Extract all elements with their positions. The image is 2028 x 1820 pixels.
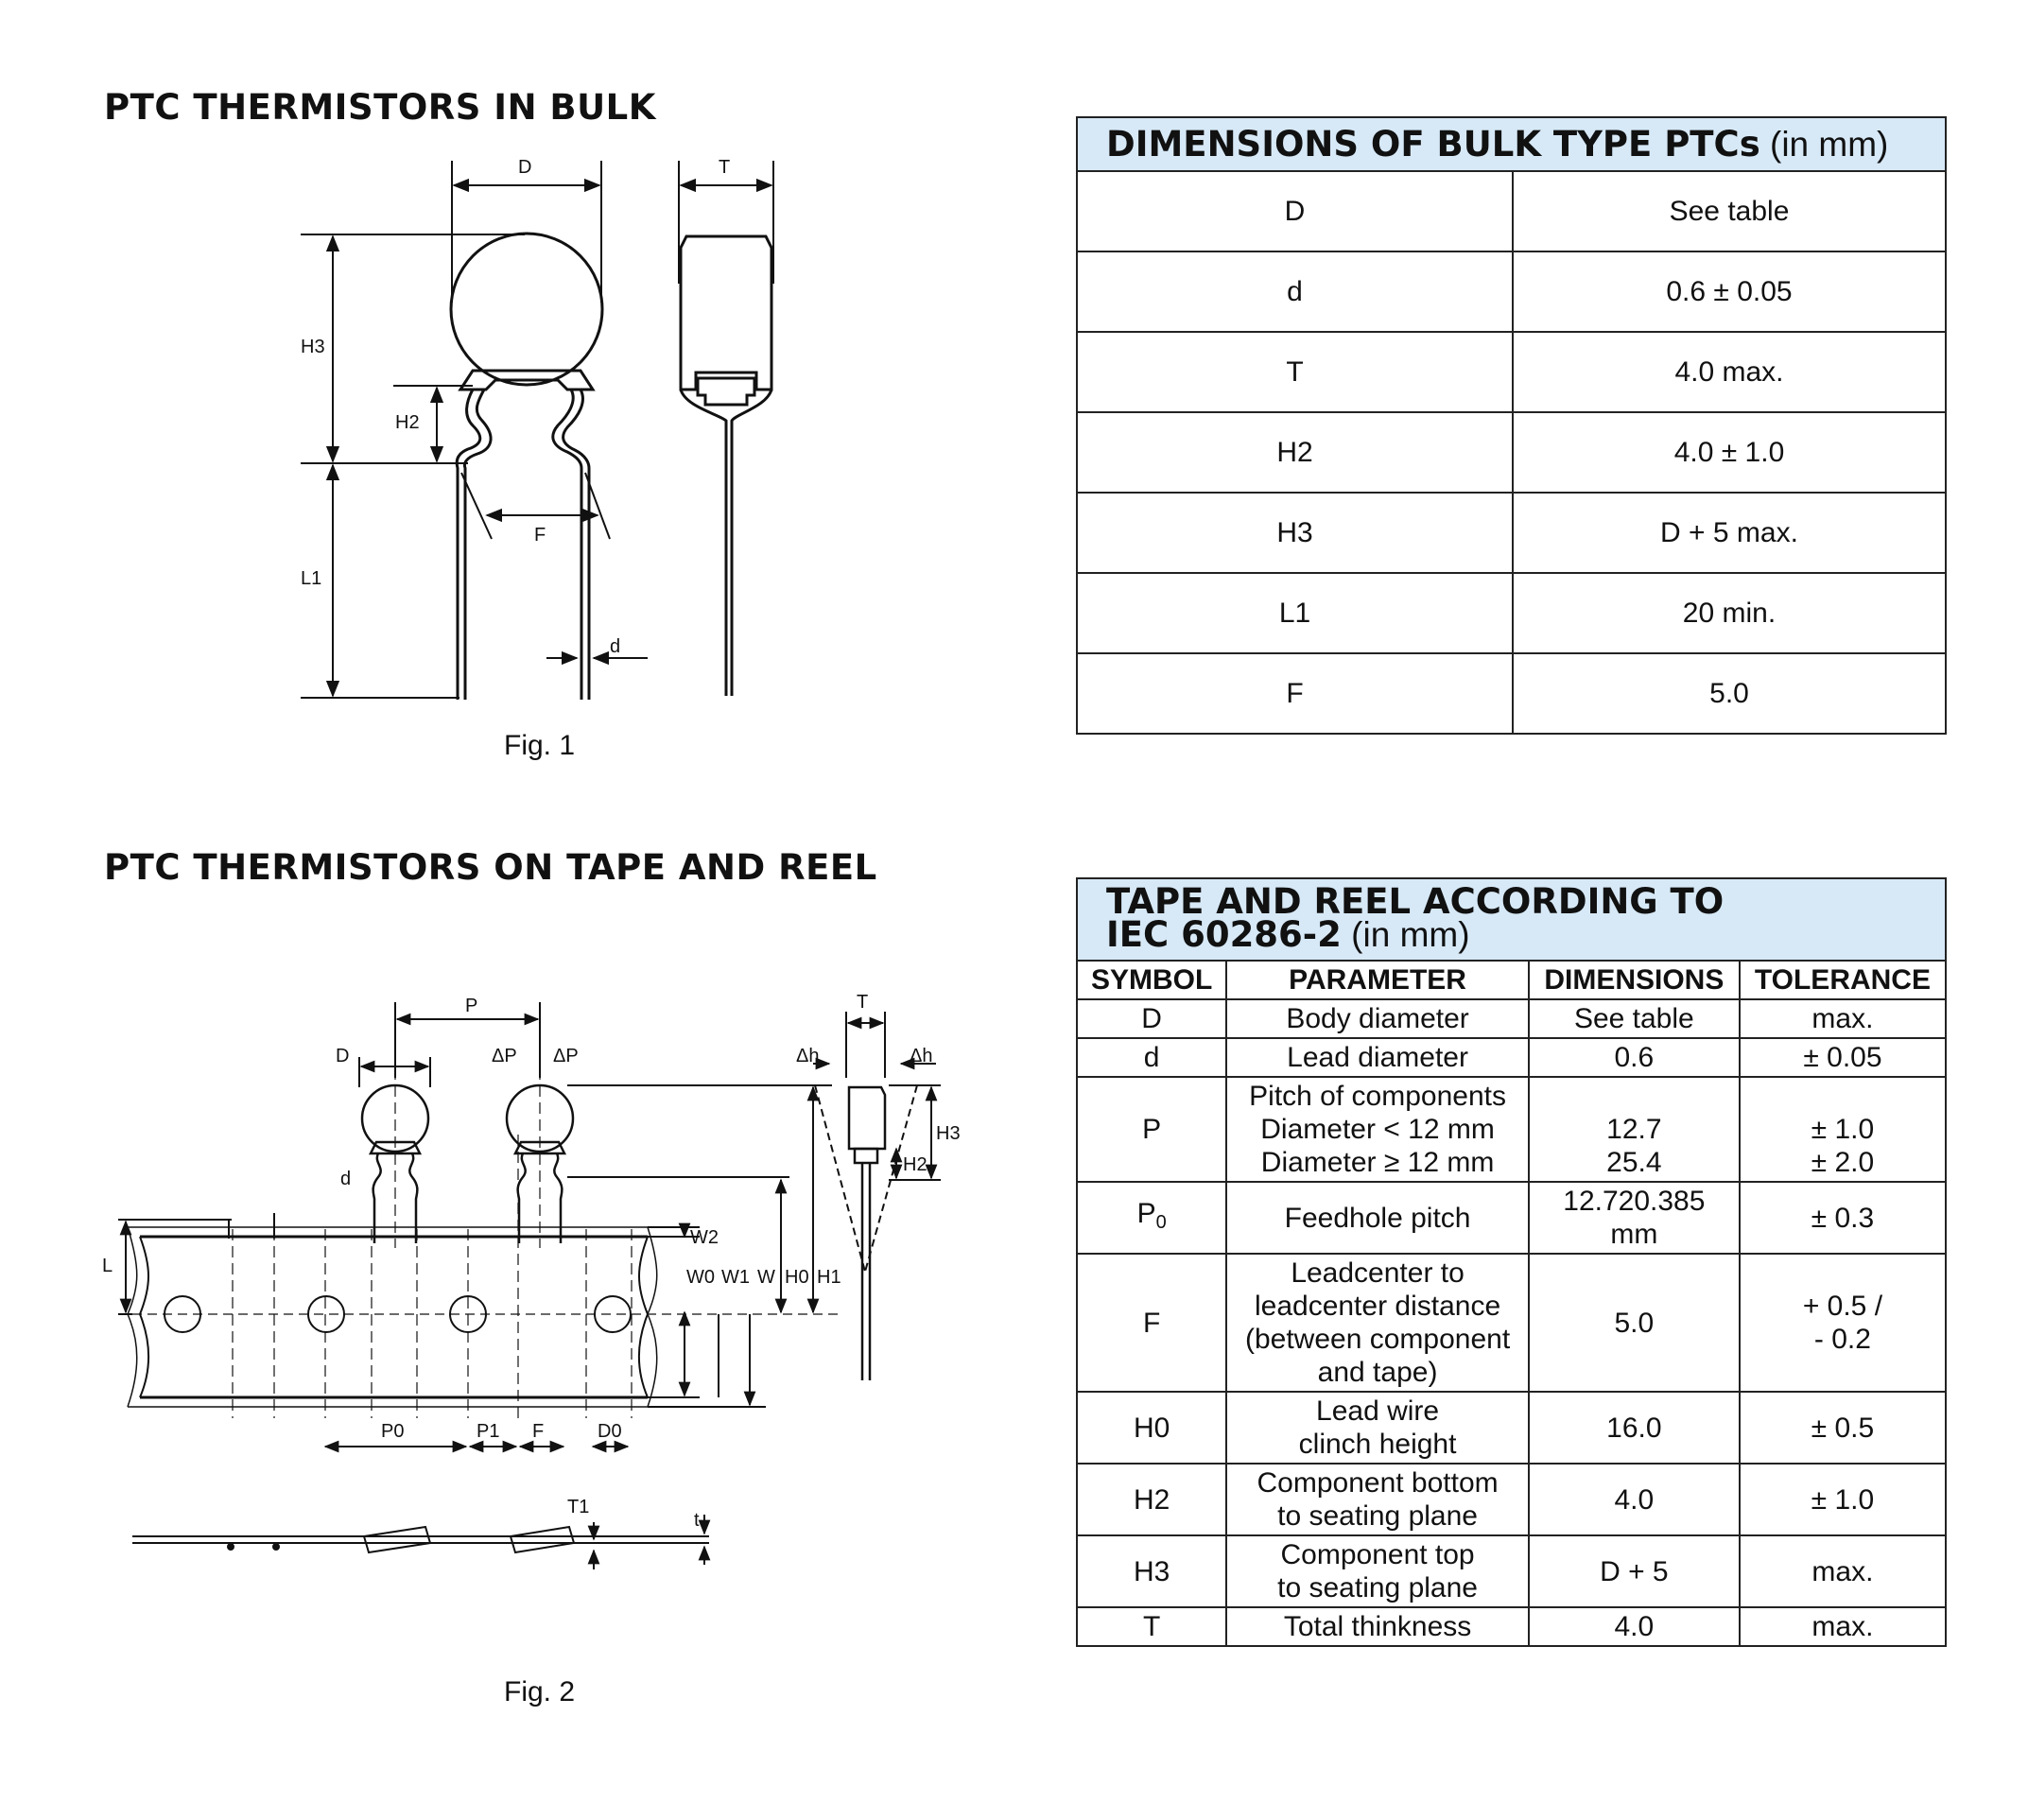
tape-label-H1: H1 bbox=[817, 1267, 841, 1288]
bulk-value-cell: 4.0 max. bbox=[1513, 332, 1946, 412]
parameter-cell: Body diameter bbox=[1226, 999, 1529, 1038]
parameter-cell bbox=[1226, 1077, 1529, 1182]
tolerance-cell: max. bbox=[1740, 999, 1946, 1038]
parameter-line: clinch height bbox=[1298, 1429, 1457, 1460]
parameter-line: Pitch of components bbox=[1249, 1081, 1506, 1112]
tape-label-D0: D0 bbox=[598, 1421, 622, 1442]
parameter-line: (between component bbox=[1244, 1324, 1511, 1355]
dimensions-line: 25.4 bbox=[1606, 1147, 1662, 1178]
bulk-symbol-cell: L1 bbox=[1077, 573, 1513, 653]
bulk-table-header bbox=[1077, 117, 1946, 171]
table-row bbox=[1077, 171, 1946, 251]
bulk-symbol-cell: H3 bbox=[1077, 493, 1513, 573]
tape-label-delta-p1: ΔP bbox=[492, 1046, 517, 1066]
parameter-line: leadcenter distance bbox=[1254, 1291, 1501, 1322]
tolerance-line: ± 2.0 bbox=[1811, 1147, 1875, 1178]
parameter-cell: Lead diameter bbox=[1226, 1038, 1529, 1077]
parameter-line: to seating plane bbox=[1277, 1500, 1478, 1532]
tape-label-W2: W2 bbox=[690, 1227, 719, 1248]
table-row bbox=[1077, 251, 1946, 332]
column-header-parameter: PARAMETER bbox=[1226, 961, 1529, 999]
tape-label-F: F bbox=[532, 1421, 545, 1442]
dimensions-cell bbox=[1529, 1182, 1740, 1254]
tape-label-L: L bbox=[102, 1256, 113, 1276]
tape-table-unit: (in mm) bbox=[1341, 915, 1470, 954]
symbol-text: P bbox=[1136, 1197, 1156, 1229]
dimensions-cell bbox=[1529, 1077, 1740, 1182]
symbol-cell: T bbox=[1077, 1607, 1226, 1646]
bulk-dimensions-table bbox=[1076, 116, 1947, 735]
bulk-table-unit: (in mm) bbox=[1759, 125, 1889, 164]
symbol-cell: H2 bbox=[1077, 1464, 1226, 1535]
tolerance-line: + 0.5 / bbox=[1802, 1291, 1883, 1322]
dimensions-cell: 4.0 bbox=[1529, 1464, 1740, 1535]
bulk-label-T: T bbox=[719, 157, 731, 178]
figure-1-caption: Fig. 1 bbox=[504, 730, 576, 761]
bulk-label-d: d bbox=[610, 636, 621, 657]
dimensions-cell: 16.0 bbox=[1529, 1392, 1740, 1464]
tolerance-cell: max. bbox=[1740, 1607, 1946, 1646]
tape-label-H2: H2 bbox=[903, 1154, 927, 1175]
tolerance-line: ± 1.0 bbox=[1811, 1114, 1875, 1145]
bulk-value-cell: 4.0 ± 1.0 bbox=[1513, 412, 1946, 493]
bulk-symbol-cell: T bbox=[1077, 332, 1513, 412]
tape-label-H0: H0 bbox=[785, 1267, 809, 1288]
tape-label-P: P bbox=[465, 996, 478, 1016]
tape-reel-table bbox=[1076, 877, 1947, 1647]
symbol-cell: D bbox=[1077, 999, 1226, 1038]
column-header-dimensions: DIMENSIONS bbox=[1529, 961, 1740, 999]
parameter-line: Leadcenter to bbox=[1291, 1257, 1465, 1289]
parameter-line: to seating plane bbox=[1277, 1572, 1478, 1603]
bulk-value-cell: 20 min. bbox=[1513, 573, 1946, 653]
tolerance-cell: ± 0.3 bbox=[1740, 1182, 1946, 1254]
dimensions-line: 12.720.385 bbox=[1563, 1186, 1706, 1217]
table-row bbox=[1077, 1077, 1946, 1182]
bulk-table-title: DIMENSIONS OF BULK TYPE PTCs bbox=[1106, 124, 1760, 165]
tape-label-T1: T1 bbox=[567, 1497, 590, 1517]
table-row bbox=[1077, 1182, 1946, 1254]
tape-label-D: D bbox=[336, 1046, 350, 1066]
tolerance-cell bbox=[1740, 1077, 1946, 1182]
symbol-cell: H0 bbox=[1077, 1392, 1226, 1464]
parameter-line: Component top bbox=[1280, 1539, 1475, 1570]
bulk-symbol-cell: F bbox=[1077, 653, 1513, 734]
dimensions-cell: 0.6 bbox=[1529, 1038, 1740, 1077]
tape-label-d: d bbox=[340, 1169, 352, 1189]
table-row bbox=[1077, 1038, 1946, 1077]
symbol-cell: P bbox=[1077, 1077, 1226, 1182]
table-row bbox=[1077, 1254, 1946, 1392]
table-row bbox=[1077, 573, 1946, 653]
bulk-label-D: D bbox=[518, 157, 532, 178]
bulk-symbol-cell: D bbox=[1077, 171, 1513, 251]
bulk-dimension-drawing bbox=[284, 142, 889, 747]
table-row bbox=[1077, 1607, 1946, 1646]
bulk-label-L1: L1 bbox=[301, 568, 322, 589]
column-header-tolerance: TOLERANCE bbox=[1740, 961, 1946, 999]
parameter-line: Diameter ≥ 12 mm bbox=[1260, 1147, 1495, 1178]
tape-label-T: T bbox=[857, 992, 869, 1013]
bulk-value-cell: 0.6 ± 0.05 bbox=[1513, 251, 1946, 332]
parameter-cell: Feedhole pitch bbox=[1226, 1182, 1529, 1254]
dimensions-cell: D + 5 bbox=[1529, 1535, 1740, 1607]
parameter-line: Lead wire bbox=[1316, 1395, 1440, 1427]
tape-label-t: t bbox=[694, 1510, 700, 1531]
table-row bbox=[1077, 493, 1946, 573]
dimensions-cell: 4.0 bbox=[1529, 1607, 1740, 1646]
tape-label-delta-h2: Δh bbox=[910, 1046, 933, 1066]
dimensions-line bbox=[1534, 1080, 1735, 1113]
tolerance-cell: ± 1.0 bbox=[1740, 1464, 1946, 1535]
column-header-symbol: SYMBOL bbox=[1077, 961, 1226, 999]
tape-label-P0: P0 bbox=[381, 1421, 405, 1442]
symbol-cell: H3 bbox=[1077, 1535, 1226, 1607]
parameter-line: Diameter < 12 mm bbox=[1260, 1114, 1495, 1145]
bulk-value-cell: See table bbox=[1513, 171, 1946, 251]
table-row bbox=[1077, 1535, 1946, 1607]
figure-2-caption: Fig. 2 bbox=[504, 1676, 576, 1707]
tape-label-delta-h1: Δh bbox=[796, 1046, 820, 1066]
bulk-value-cell: 5.0 bbox=[1513, 653, 1946, 734]
bulk-label-H2: H2 bbox=[395, 412, 420, 433]
table-row bbox=[1077, 1464, 1946, 1535]
tape-table-title-line1: TAPE AND REEL ACCORDING TO bbox=[1106, 881, 1725, 922]
bulk-value-cell: D + 5 max. bbox=[1513, 493, 1946, 573]
tolerance-line: - 0.2 bbox=[1813, 1324, 1871, 1355]
parameter-cell bbox=[1226, 1535, 1529, 1607]
bulk-label-F: F bbox=[534, 525, 546, 546]
tolerance-cell: max. bbox=[1740, 1535, 1946, 1607]
tolerance-cell: ± 0.05 bbox=[1740, 1038, 1946, 1077]
tape-label-P1: P1 bbox=[477, 1421, 500, 1442]
tolerance-cell: ± 0.5 bbox=[1740, 1392, 1946, 1464]
tape-label-H3: H3 bbox=[936, 1123, 961, 1144]
tape-section-title: PTC THERMISTORS ON TAPE AND REEL bbox=[104, 847, 877, 888]
tape-label-delta-p2: ΔP bbox=[553, 1046, 579, 1066]
tolerance-line bbox=[1744, 1080, 1941, 1113]
tolerance-cell bbox=[1740, 1254, 1946, 1392]
symbol-cell: d bbox=[1077, 1038, 1226, 1077]
parameter-cell: Total thinkness bbox=[1226, 1607, 1529, 1646]
table-row bbox=[1077, 412, 1946, 493]
tape-table-header bbox=[1077, 878, 1946, 961]
tape-label-W1: W1 bbox=[721, 1267, 750, 1288]
symbol-subscript: 0 bbox=[1155, 1211, 1167, 1233]
parameter-line: and tape) bbox=[1317, 1357, 1438, 1388]
table-row bbox=[1077, 332, 1946, 412]
symbol-cell bbox=[1077, 1182, 1226, 1254]
symbol-cell: F bbox=[1077, 1254, 1226, 1392]
table-row bbox=[1077, 653, 1946, 734]
bulk-symbol-cell: H2 bbox=[1077, 412, 1513, 493]
parameter-cell bbox=[1226, 1254, 1529, 1392]
dimensions-line: 12.7 bbox=[1606, 1114, 1662, 1145]
table-row bbox=[1077, 999, 1946, 1038]
parameter-cell bbox=[1226, 1464, 1529, 1535]
dimensions-cell: 5.0 bbox=[1529, 1254, 1740, 1392]
tape-table-column-headers bbox=[1077, 961, 1946, 999]
tape-label-W0: W0 bbox=[686, 1267, 715, 1288]
parameter-cell bbox=[1226, 1392, 1529, 1464]
dimensions-line: mm bbox=[1610, 1219, 1658, 1250]
dimensions-cell: See table bbox=[1529, 999, 1740, 1038]
tape-dimension-drawing bbox=[95, 993, 1021, 1579]
bulk-label-H3: H3 bbox=[301, 337, 325, 357]
tape-label-W: W bbox=[757, 1267, 775, 1288]
table-row bbox=[1077, 1392, 1946, 1464]
tape-table-title-line2: IEC 60286-2 bbox=[1106, 914, 1342, 955]
bulk-section-title: PTC THERMISTORS IN BULK bbox=[104, 87, 656, 128]
bulk-symbol-cell: d bbox=[1077, 251, 1513, 332]
parameter-line: Component bottom bbox=[1257, 1467, 1499, 1499]
